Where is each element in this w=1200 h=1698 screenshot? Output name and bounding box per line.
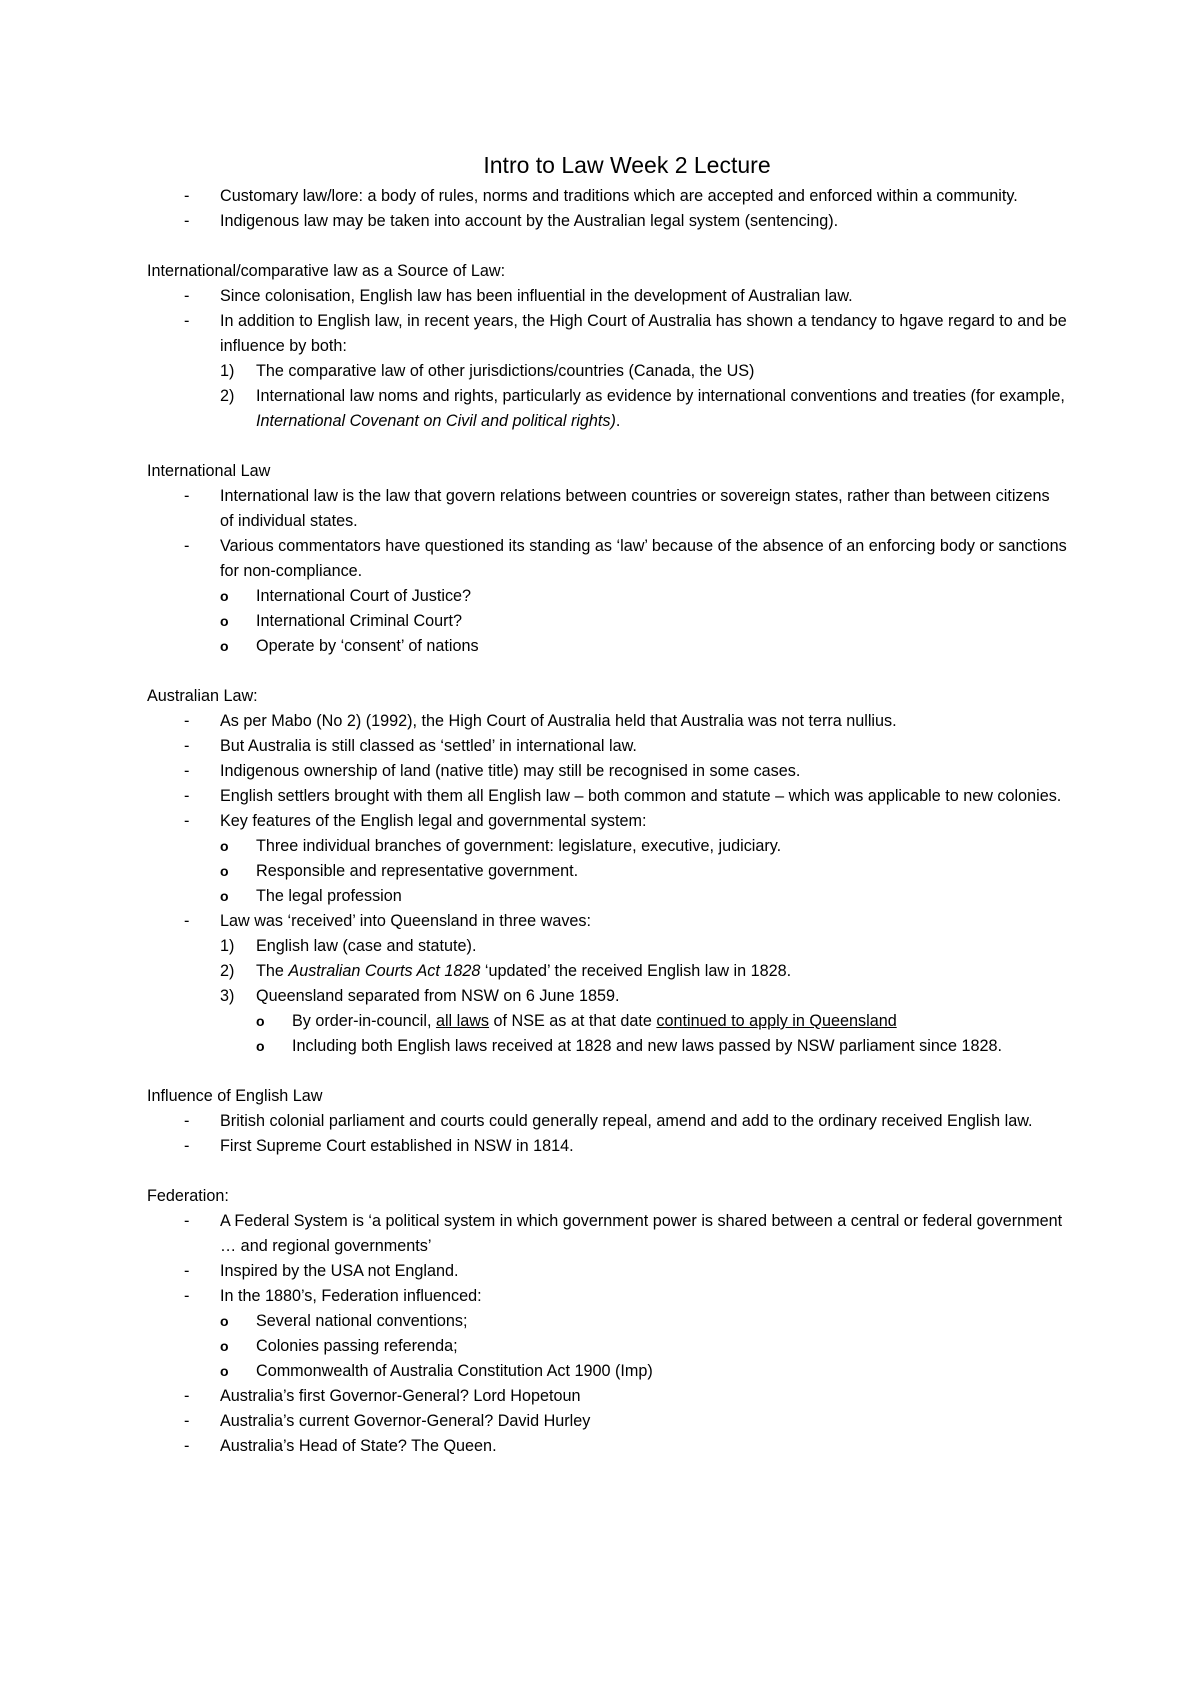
sub-list (220, 584, 1067, 659)
numbered-item-text: English law (case and statute). (256, 937, 477, 955)
list-item: - English settlers brought with them all English law – both common and statute – which was applicable to new colonies. (147, 784, 1067, 809)
number-marker: 2) (220, 962, 235, 980)
list-item-text: Key features of the English legal and governmental system: (220, 812, 647, 830)
sub-item: o Responsible and representative government. (220, 859, 1067, 884)
numbered-item-text: The (256, 962, 289, 980)
list-item: - British colonial parliament and courts could generally repeal, amend and add to the ordinary received English law. (147, 1109, 1067, 1134)
sub-item-text: By order-in-council, (292, 1012, 436, 1030)
list-item-text: Law was ‘received’ into Queensland in three waves: (220, 912, 592, 930)
sub-item: o The legal profession (220, 884, 1067, 909)
numbered-item-text: The comparative law of other jurisdictions/countries (Canada, the US) (256, 362, 755, 380)
list-item: - A Federal System is ‘a political system in which government power is shared between a central or federal government … and regional governments’ (147, 1209, 1067, 1259)
australian-list (147, 709, 1067, 1059)
list-item: - First Supreme Court established in NSW in 1814. (147, 1134, 1067, 1159)
list-item: - But Australia is still classed as ‘settled’ in international law. (147, 734, 1067, 759)
sub-item: o Including both English laws received at 1828 and new laws passed by NSW parliament since 1828. (256, 1034, 1067, 1059)
list-item (147, 309, 1067, 434)
list-item-text: Various commentators have questioned its standing as ‘law’ because of the absence of an enforcing body or sanctions for non-compliance. (220, 537, 1067, 580)
numbered-item-text: International law noms and rights, particularly as evidence by international conventions and treaties (for example, (256, 387, 1065, 405)
section-heading-international: International Law (147, 462, 271, 480)
sub-item: o Several national conventions; (220, 1309, 1067, 1334)
section-heading-influence: Influence of English Law (147, 1087, 323, 1105)
numbered-item (220, 984, 1067, 1059)
sub-item: o International Criminal Court? (220, 609, 1067, 634)
section-heading-federation: Federation: (147, 1187, 229, 1205)
sub-item (256, 1009, 1067, 1034)
list-item-text: In the 1880’s, Federation influenced: (220, 1287, 482, 1305)
number-marker: 3) (220, 987, 235, 1005)
document-title: Intro to Law Week 2 Lecture (483, 152, 771, 178)
number-marker: 1) (220, 937, 235, 955)
underlined-text: all laws (435, 1012, 490, 1030)
list-item: - Customary law/lore: a body of rules, norms and traditions which are accepted and enforced within a community. (147, 184, 1067, 209)
numbered-item-text-end: ‘updated’ the received English law in 1828. (480, 962, 792, 980)
numbered-item (220, 384, 1067, 434)
sub-item: o Operate by ‘consent’ of nations (220, 634, 1067, 659)
list-item (147, 1284, 1067, 1384)
list-item-text: In addition to English law, in recent years, the High Court of Australia has shown a tendancy to hgave regard to and be influence by both: (220, 312, 1067, 355)
list-item: - Australia’s first Governor-General? Lord Hopetoun (147, 1384, 1067, 1409)
numbered-item-text-end: . (615, 412, 621, 430)
sub-item: o Commonwealth of Australia Constitution Act 1900 (Imp) (220, 1359, 1067, 1384)
comparative-list (147, 284, 1067, 434)
section-heading-comparative: International/comparative law as a Source of Law: (147, 262, 506, 280)
sub-item: o Colonies passing referenda; (220, 1334, 1067, 1359)
intro-list (147, 184, 1067, 234)
list-item: - Inspired by the USA not England. (147, 1259, 1067, 1284)
sub-item: o International Court of Justice? (220, 584, 1067, 609)
list-item: - As per Mabo (No 2) (1992), the High Court of Australia held that Australia was not terra nullius. (147, 709, 1067, 734)
list-item: - Since colonisation, English law has been influential in the development of Australian law. (147, 284, 1067, 309)
list-item: - Australia’s Head of State? The Queen. (147, 1434, 1067, 1459)
numbered-item (220, 359, 1067, 384)
list-item: - Indigenous ownership of land (native title) may still be recognised in some cases. (147, 759, 1067, 784)
number-marker: 2) (220, 387, 235, 405)
influence-list (147, 1109, 1067, 1159)
document-page (147, 150, 1067, 1459)
sub-item: o Three individual branches of government: legislature, executive, judiciary. (220, 834, 1067, 859)
underlined-text: continued to apply in Queensland (656, 1012, 897, 1030)
international-list (147, 484, 1067, 659)
list-item: - International law is the law that govern relations between countries or sovereign states, rather than between citizens of individual states. (147, 484, 1067, 534)
numbered-list (220, 359, 1067, 434)
numbered-item (220, 959, 1067, 984)
sub-item-text-mid: of NSE as at that date (489, 1012, 657, 1030)
section-heading-australian: Australian Law: (147, 687, 258, 705)
sub-list (220, 1309, 1067, 1384)
list-item: - Indigenous law may be taken into account by the Australian legal system (sentencing). (147, 209, 1067, 234)
list-item: - Australia’s current Governor-General? David Hurley (147, 1409, 1067, 1434)
federation-list (147, 1209, 1067, 1459)
list-item (147, 909, 1067, 1059)
number-marker: 1) (220, 362, 235, 380)
act-title: Australian Courts Act 1828 (288, 962, 481, 980)
sub-list (220, 834, 1067, 909)
list-item (147, 534, 1067, 659)
sub-list (256, 1009, 1067, 1059)
treaty-title: International Covenant on Civil and political rights) (256, 412, 616, 430)
numbered-item (220, 934, 1067, 959)
numbered-list (220, 934, 1067, 1059)
list-item (147, 809, 1067, 909)
numbered-item-text: Queensland separated from NSW on 6 June 1859. (256, 987, 620, 1005)
